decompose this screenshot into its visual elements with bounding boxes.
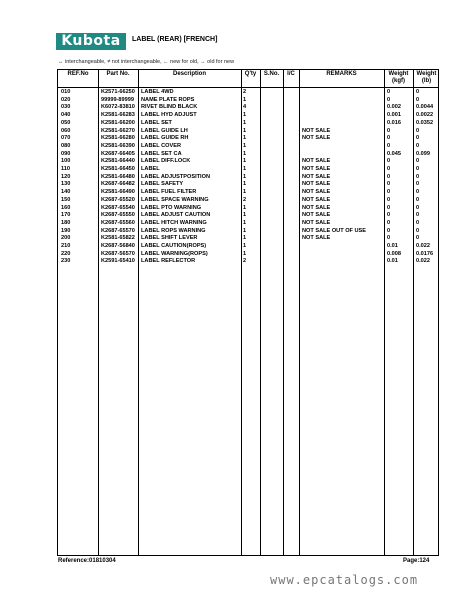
cell-ref: 220 [61, 250, 71, 257]
cell-ref: 130 [61, 181, 71, 188]
cell-weight-kgf: 0.002 [387, 104, 401, 111]
cell-remarks: NOT SALE [302, 135, 331, 142]
cell-part-no: 99999-89999 [101, 96, 134, 103]
cell-description: LABEL SHIFT LEVER [141, 235, 198, 242]
cell-weight-lb: 0 [416, 173, 420, 180]
cell-part-no: K2581-66390 [101, 142, 135, 149]
cell-part-no: K2581-66283 [101, 112, 135, 119]
cell-description: RIVET BLIND BLACK [141, 104, 198, 111]
table-row [58, 89, 438, 97]
cell-weight-lb: 0.0176 [416, 250, 434, 257]
cell-weight-kgf: 0.016 [387, 119, 401, 126]
cell-weight-lb: 0 [416, 181, 420, 188]
cell-part-no: K2687-65520 [101, 196, 135, 203]
cell-part-no: K2687-65540 [101, 204, 135, 211]
cell-description: LABEL PTO WARNING [141, 204, 202, 211]
cell-weight-kgf: 0 [387, 158, 391, 165]
cell-weight-kgf: 0 [387, 219, 391, 226]
cell-weight-kgf: 0 [387, 173, 391, 180]
cell-remarks: NOT SALE [302, 173, 331, 180]
cell-part-no: K2581-66480 [101, 173, 135, 180]
cell-qty: 1 [243, 212, 247, 219]
cell-weight-lb: 0 [416, 227, 420, 234]
table-row [58, 112, 438, 120]
cell-qty: 1 [243, 173, 247, 180]
reference-number: Reference:01810304 [58, 558, 116, 564]
cell-description: LABEL REFLECTOR [141, 258, 196, 265]
header-qty: Q'ty [244, 71, 257, 77]
cell-qty: 1 [243, 227, 247, 234]
cell-weight-lb: 0 [416, 135, 420, 142]
cell-qty: 2 [243, 196, 247, 203]
cell-weight-kgf: 0 [387, 204, 391, 211]
cell-remarks: NOT SALE [302, 189, 331, 196]
cell-weight-kgf: 0 [387, 196, 391, 203]
cell-qty: 1 [243, 243, 247, 249]
cell-weight-kgf: 0 [387, 127, 391, 134]
cell-description: LABEL COVER [141, 142, 181, 149]
cell-weight-lb: 0 [416, 89, 420, 95]
cell-description: LABEL SET CA [141, 150, 182, 157]
cell-qty: 1 [243, 150, 247, 157]
cell-ref: 010 [61, 89, 71, 95]
page-title: LABEL (REAR) [FRENCH] [132, 36, 218, 43]
cell-weight-kgf: 0.01 [387, 243, 398, 249]
cell-ref: 070 [61, 135, 71, 142]
header-ic: I/C [287, 71, 295, 77]
cell-weight-lb: 0.022 [416, 258, 430, 265]
parts-table [57, 69, 439, 556]
cell-weight-lb: 0 [416, 219, 420, 226]
cell-weight-kgf: 0.045 [387, 150, 401, 157]
cell-part-no: K2581-66200 [101, 119, 135, 126]
cell-qty: 1 [243, 112, 247, 119]
table-row [58, 258, 438, 266]
cell-qty: 1 [243, 219, 247, 226]
cell-part-no: K2581-66280 [101, 135, 135, 142]
cell-weight-kgf: 0.001 [387, 112, 401, 119]
cell-part-no: K2591-65410 [101, 258, 135, 265]
cell-ref: 050 [61, 119, 71, 126]
cell-weight-kgf: 0 [387, 181, 391, 188]
cell-part-no: K2571-66250 [101, 89, 135, 95]
cell-description: LABEL HYD ADJUST [141, 112, 197, 119]
cell-part-no: K2687-66405 [101, 150, 135, 157]
cell-weight-kgf: 0 [387, 227, 391, 234]
interchangeability-legend: ↔ interchangeable, ≠ not interchangeable, ← new for old, → old for new [58, 59, 235, 65]
table-row [58, 251, 438, 259]
header-sno: S.No. [263, 71, 280, 77]
cell-weight-lb: 0 [416, 235, 420, 242]
cell-weight-kgf: 0 [387, 135, 391, 142]
table-row [58, 220, 438, 228]
cell-qty: 1 [243, 181, 247, 188]
cell-ref: 040 [61, 112, 71, 119]
cell-description: LABEL GUIDE RH [141, 135, 189, 142]
cell-part-no: K2581-66440 [101, 158, 135, 165]
cell-ref: 150 [61, 196, 71, 203]
kubota-logo: Kubota [56, 33, 126, 50]
cell-weight-kgf: 0 [387, 96, 391, 103]
cell-description: LABEL DIFF.LOCK [141, 158, 191, 165]
table-row [58, 174, 438, 182]
cell-weight-lb: 0 [416, 96, 420, 103]
cell-qty: 1 [243, 158, 247, 165]
cell-weight-lb: 0 [416, 212, 420, 219]
cell-description: LABEL [141, 166, 160, 172]
cell-qty: 2 [243, 258, 247, 265]
cell-qty: 1 [243, 96, 247, 103]
cell-part-no: K2687-65550 [101, 212, 135, 219]
cell-weight-lb: 0.022 [416, 243, 430, 249]
cell-qty: 1 [243, 127, 247, 134]
cell-part-no: K2687-66482 [101, 181, 135, 188]
cell-qty: 1 [243, 166, 247, 172]
cell-ref: 120 [61, 173, 71, 180]
cell-weight-lb: 0.0352 [416, 119, 434, 126]
header-remarks: REMARKS [326, 71, 357, 77]
cell-remarks: NOT SALE [302, 158, 331, 165]
header-weight-lb-label: Weight [416, 71, 437, 77]
cell-weight-kgf: 0 [387, 212, 391, 219]
table-row [58, 158, 438, 166]
table-row [58, 197, 438, 205]
cell-part-no: K2581-66450 [101, 166, 135, 172]
table-row [58, 151, 438, 159]
cell-description: LABEL CAUTION(ROPS) [141, 243, 207, 249]
cell-weight-lb: 0 [416, 189, 420, 196]
cell-qty: 1 [243, 235, 247, 242]
cell-description: LABEL ROPS WARNING [141, 227, 206, 234]
cell-description: LABEL 4WD [141, 89, 174, 95]
cell-ref: 030 [61, 104, 71, 111]
table-row [58, 120, 438, 128]
cell-part-no: K2687-65560 [101, 219, 135, 226]
cell-weight-lb: 0 [416, 158, 420, 165]
header-part: Part No. [106, 71, 130, 77]
cell-weight-lb: 0.099 [416, 150, 430, 157]
cell-qty: 1 [243, 135, 247, 142]
cell-weight-lb: 0 [416, 204, 420, 211]
header-weight-kgf-unit: (kgf) [392, 78, 405, 84]
cell-remarks: NOT SALE [302, 235, 331, 242]
cell-description: NAME PLATE ROPS [141, 96, 195, 103]
cell-ref: 060 [61, 127, 71, 134]
cell-weight-kgf: 0 [387, 189, 391, 196]
table-row [58, 143, 438, 151]
cell-qty: 4 [243, 104, 247, 111]
header-description: Description [172, 71, 206, 77]
cell-ref: 100 [61, 158, 71, 165]
table-row [58, 205, 438, 213]
cell-ref: 190 [61, 227, 71, 234]
cell-description: LABEL HITCH WARNING [141, 219, 207, 226]
table-row [58, 128, 438, 136]
table-row [58, 181, 438, 189]
cell-description: LABEL WARNING(ROPS) [141, 250, 208, 257]
cell-qty: 1 [243, 142, 247, 149]
cell-ref: 140 [61, 189, 71, 196]
cell-ref: 230 [61, 258, 71, 265]
header-weight-kgf [384, 71, 413, 85]
table-row [58, 189, 438, 197]
cell-weight-lb: 0 [416, 127, 420, 134]
cell-ref: 080 [61, 142, 71, 149]
cell-weight-kgf: 0 [387, 89, 391, 95]
cell-part-no: K2687-56840 [101, 243, 135, 249]
cell-weight-lb: 0.0022 [416, 112, 434, 119]
cell-ref: 210 [61, 243, 71, 249]
cell-remarks: NOT SALE [302, 212, 331, 219]
cell-ref: 090 [61, 150, 71, 157]
cell-remarks: NOT SALE [302, 127, 331, 134]
cell-description: LABEL FUEL FILTER [141, 189, 197, 196]
cell-part-no: K2687-65570 [101, 227, 135, 234]
cell-part-no: K2687-56570 [101, 250, 135, 257]
table-row [58, 243, 438, 251]
cell-description: LABEL ADJUST CAUTION [141, 212, 211, 219]
cell-qty: 1 [243, 204, 247, 211]
table-row [58, 228, 438, 236]
cell-ref: 180 [61, 219, 71, 226]
cell-weight-lb: 0 [416, 196, 420, 203]
table-row [58, 235, 438, 243]
table-row [58, 104, 438, 112]
cell-weight-lb: 0 [416, 166, 420, 172]
cell-description: LABEL SAFETY [141, 181, 184, 188]
cell-remarks: NOT SALE [302, 166, 331, 172]
cell-weight-kgf: 0 [387, 235, 391, 242]
cell-description: LABEL GUIDE LH [141, 127, 188, 134]
cell-part-no: K2581-66490 [101, 189, 135, 196]
cell-weight-kgf: 0.01 [387, 258, 398, 265]
cell-description: LABEL SET [141, 119, 172, 126]
cell-qty: 1 [243, 189, 247, 196]
cell-ref: 200 [61, 235, 71, 242]
cell-weight-kgf: 0.008 [387, 250, 401, 257]
watermark: www.epcatalogs.com [270, 573, 419, 587]
cell-remarks: NOT SALE [302, 181, 331, 188]
page-number: Page:124 [403, 558, 430, 564]
cell-description: LABEL SPACE WARNING [141, 196, 209, 203]
header-ref: REF.No [67, 71, 89, 77]
cell-qty: 1 [243, 250, 247, 257]
table-row [58, 212, 438, 220]
cell-weight-kgf: 0 [387, 166, 391, 172]
cell-qty: 1 [243, 119, 247, 126]
cell-ref: 170 [61, 212, 71, 219]
cell-weight-lb: 0 [416, 142, 420, 149]
cell-part-no: K6072-83810 [101, 104, 135, 111]
cell-weight-lb: 0.0044 [416, 104, 434, 111]
cell-qty: 2 [243, 89, 247, 95]
cell-part-no: K2581-66270 [101, 127, 135, 134]
cell-ref: 020 [61, 96, 71, 103]
cell-part-no: K2581-65822 [101, 235, 135, 242]
header-weight-lb [413, 71, 440, 85]
table-row [58, 166, 438, 174]
table-row [58, 135, 438, 143]
cell-ref: 160 [61, 204, 71, 211]
header-weight-lb-unit: (lb) [421, 78, 432, 84]
cell-remarks: NOT SALE [302, 204, 331, 211]
cell-weight-kgf: 0 [387, 142, 391, 149]
header-weight-kgf-label: Weight [388, 71, 409, 77]
cell-remarks: NOT SALE OUT OF USE [302, 227, 367, 234]
cell-description: LABEL ADJUSTPOSITION [141, 173, 210, 180]
header-divider [58, 87, 438, 88]
cell-remarks: NOT SALE [302, 196, 331, 203]
table-row [58, 97, 438, 105]
cell-remarks: NOT SALE [302, 219, 331, 226]
cell-ref: 110 [61, 166, 71, 172]
